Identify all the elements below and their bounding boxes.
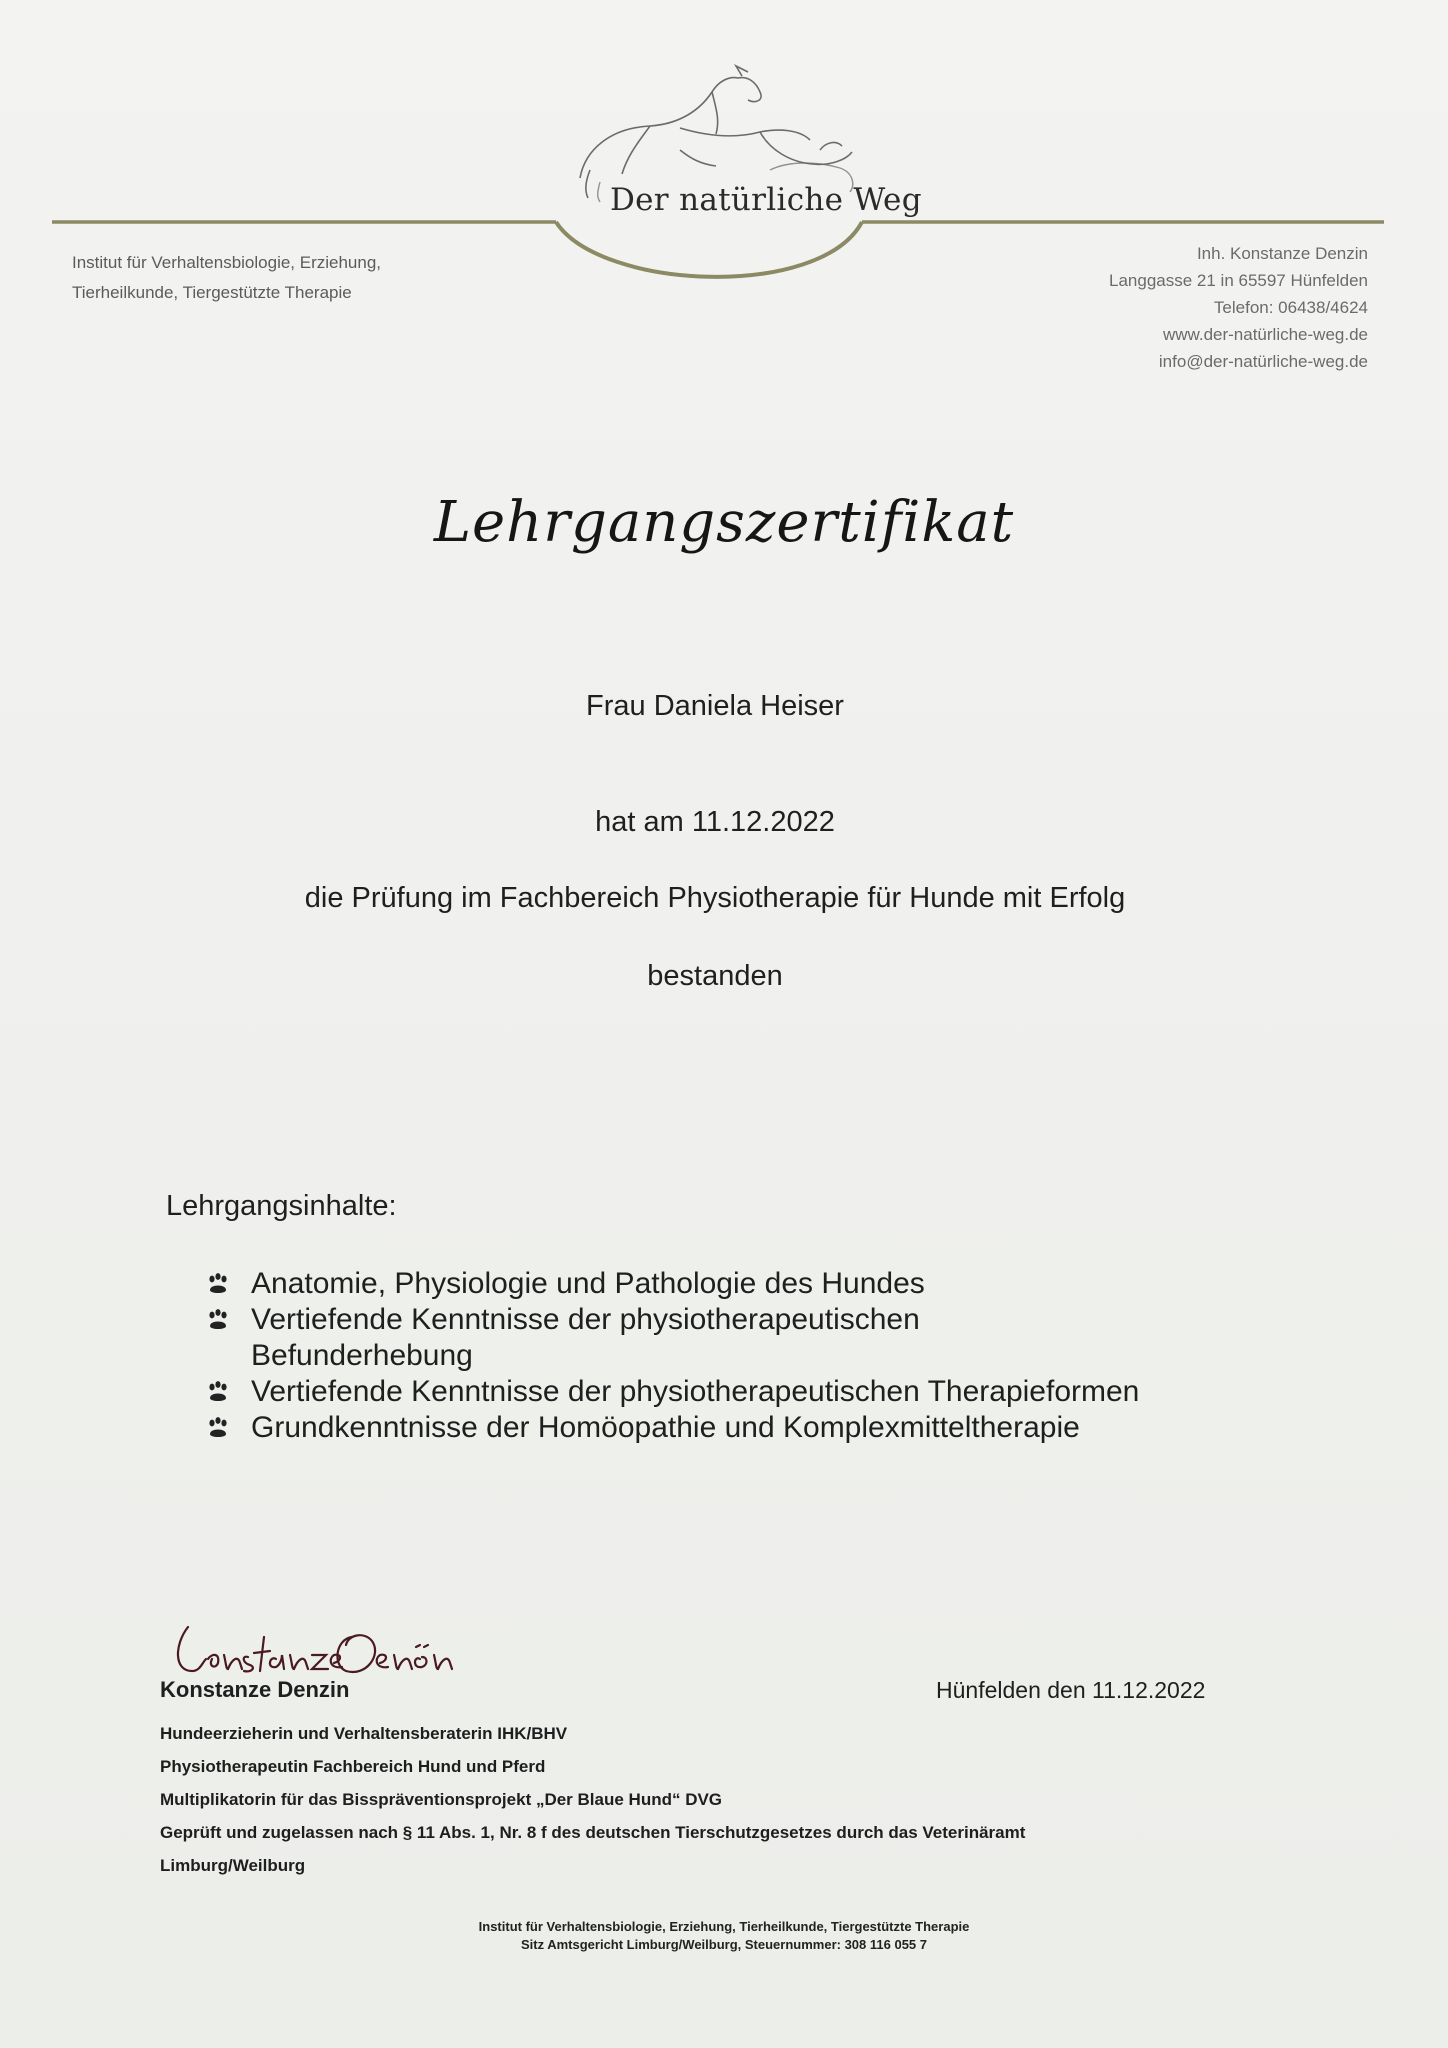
- contact-block: [1109, 240, 1368, 375]
- list-item: [206, 1410, 1366, 1446]
- paw-icon: [206, 1416, 230, 1440]
- list-item-text: Vertiefende Kenntnisse der physiotherapeutischen Therapieformen: [251, 1375, 1140, 1408]
- institute-line: Tierheilkunde, Tiergestützte Therapie: [72, 283, 352, 302]
- address-line: Langgasse 21 in 65597 Hünfelden: [1109, 271, 1368, 290]
- contents-list: [206, 1266, 1366, 1446]
- list-item: [206, 1374, 1366, 1410]
- qualification-line: Multiplikatorin für das Bisspräventionsprojekt „Der Blaue Hund“ DVG: [160, 1790, 723, 1809]
- handwritten-signature: [166, 1615, 466, 1685]
- owner-line: Inh. Konstanze Denzin: [1196, 244, 1368, 263]
- page-footer: [0, 1918, 1448, 1954]
- website-line: www.der-natürliche-weg.de: [1162, 325, 1368, 344]
- paw-icon: [206, 1380, 230, 1404]
- paw-icon: [206, 1272, 230, 1296]
- qualification-line: Hundeerzieherin und Verhaltensberaterin IHK/BHV: [160, 1724, 568, 1743]
- place-and-date: Hünfelden den 11.12.2022: [936, 1677, 1206, 1703]
- list-item-text: Anatomie, Physiologie und Pathologie des Hundes: [251, 1267, 925, 1300]
- list-item: [206, 1302, 1051, 1374]
- institute-line: Institut für Verhaltensbiologie, Erziehung,: [72, 253, 382, 272]
- exam-date-line: hat am 11.12.2022: [595, 806, 835, 838]
- phone-line: Telefon: 06438/4624: [1213, 298, 1368, 317]
- logo-wordmark: Der natürliche Weg: [610, 182, 922, 218]
- email-line: info@der-natürliche-weg.de: [1158, 352, 1368, 371]
- institute-description: [72, 248, 381, 308]
- list-item-text: Vertiefende Kenntnisse der physiotherapeutischen Befunderhebung: [251, 1303, 920, 1372]
- contents-heading: Lehrgangsinhalte:: [166, 1190, 397, 1222]
- qualification-line: Limburg/Weilburg: [160, 1856, 306, 1875]
- exam-result: bestanden: [647, 960, 783, 992]
- list-item: [206, 1266, 1366, 1302]
- certificate-title: Lehrgangszertifikat: [433, 490, 1015, 555]
- footer-line: Institut für Verhaltensbiologie, Erziehung, Tierheilkunde, Tiergestützte Therapie: [478, 1919, 970, 1934]
- exam-description: die Prüfung im Fachbereich Physiotherapie für Hunde mit Erfolg: [304, 882, 1126, 914]
- horse-icon: [580, 66, 852, 198]
- signer-qualifications: [160, 1717, 1310, 1882]
- footer-line: Sitz Amtsgericht Limburg/Weilburg, Steuernummer: 308 116 055 7: [520, 1937, 927, 1952]
- qualification-line: Physiotherapeutin Fachbereich Hund und Pferd: [160, 1757, 546, 1776]
- paw-icon: [206, 1308, 230, 1332]
- qualification-line: Geprüft und zugelassen nach § 11 Abs. 1, Nr. 8 f des deutschen Tierschutzgesetzes durch das Veterinäramt: [160, 1823, 1026, 1842]
- list-item-text: Grundkenntnisse der Homöopathie und Komplexmitteltherapie: [251, 1411, 1080, 1444]
- recipient-name: Frau Daniela Heiser: [586, 690, 844, 722]
- signer-name: Konstanze Denzin: [160, 1677, 350, 1702]
